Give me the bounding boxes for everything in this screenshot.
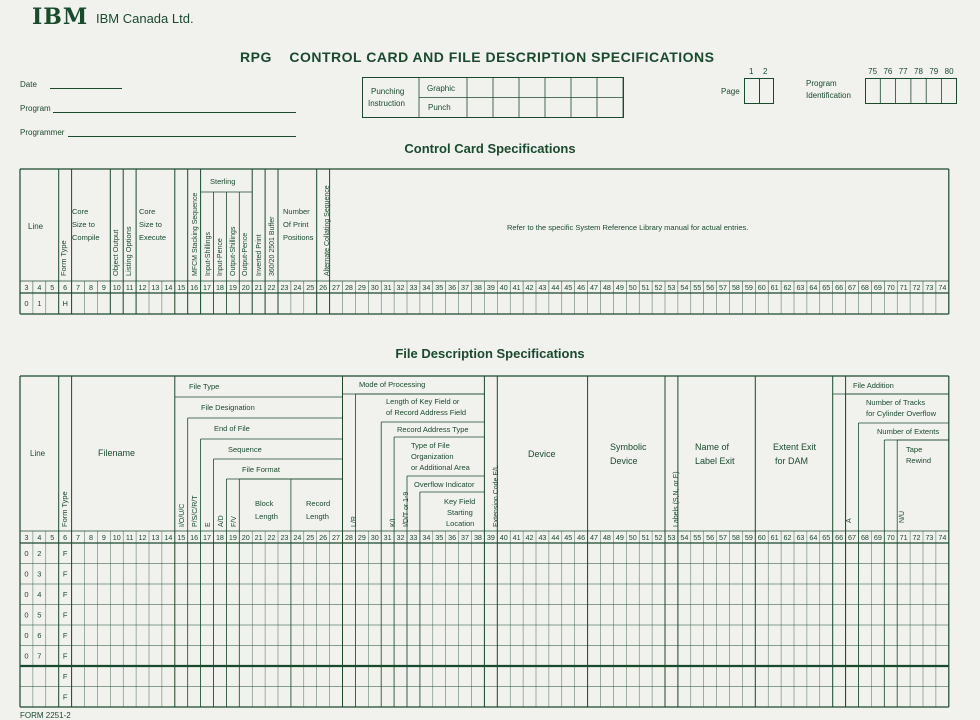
- fd-column-number: 32: [396, 533, 405, 542]
- cc-column-number: 41: [512, 283, 521, 292]
- fd-line-digit: 0: [24, 590, 29, 599]
- fd-file-addition: File Addition: [853, 381, 894, 390]
- cc-alt-collating: Alternate Collating Sequence: [324, 185, 331, 276]
- cc-column-number: 22: [267, 283, 276, 292]
- ibm-logo: IBM: [32, 4, 89, 30]
- fd-column-number: 44: [551, 533, 560, 542]
- fd-column-number: 53: [667, 533, 676, 542]
- page-label: Page: [721, 87, 740, 96]
- fd-form-type: F: [62, 692, 68, 702]
- fd-tape-rewind-2: Rewind: [906, 456, 932, 465]
- fd-idt-header: I/D/T or 1-9: [403, 491, 410, 527]
- program-id-label-1: Program: [806, 79, 837, 88]
- cc-column-number: 21: [254, 283, 263, 292]
- cc-column-number: 30: [370, 283, 379, 292]
- program-id-col-number: 80: [944, 67, 954, 76]
- fd-column-number: 49: [615, 533, 624, 542]
- fd-column-number: 52: [654, 533, 663, 542]
- cc-column-number: 69: [873, 283, 882, 292]
- cc-column-number: 71: [899, 283, 908, 292]
- fd-column-number: 6: [63, 533, 68, 542]
- fd-column-number: 50: [628, 533, 637, 542]
- company-name: IBM Canada Ltd.: [96, 11, 194, 26]
- punch-label: Punch: [428, 103, 451, 112]
- fd-column-number: 19: [228, 533, 237, 542]
- fd-line-digit: 0: [24, 569, 29, 579]
- cc-column-number: 59: [744, 283, 753, 292]
- program-id-col-number: 77: [898, 67, 908, 76]
- fd-column-number: 42: [525, 533, 534, 542]
- cc-column-number: 14: [164, 283, 173, 292]
- fd-block-length-2: Length: [255, 512, 278, 521]
- cc-column-number: 68: [860, 283, 869, 292]
- program-id-col-number: 76: [883, 67, 893, 76]
- fd-record-length-2: Length: [306, 512, 329, 521]
- fd-label-exit-2: Label Exit: [695, 456, 735, 466]
- fd-column-number: 37: [461, 533, 470, 542]
- page-col-2: 2: [763, 67, 768, 76]
- fd-labels-header: Labels (S,N, or E): [673, 471, 680, 527]
- cc-column-number: 19: [228, 283, 237, 292]
- fd-column-number: 20: [241, 533, 250, 542]
- fd-column-number: 16: [190, 533, 199, 542]
- cc-column-number: 13: [151, 283, 160, 292]
- fd-column-number: 33: [409, 533, 418, 542]
- graphic-label: Graphic: [427, 84, 456, 93]
- fd-column-number: 14: [164, 533, 173, 542]
- fd-line-digit: 0: [24, 651, 29, 661]
- cc-column-number: 51: [641, 283, 650, 292]
- fd-column-number: 60: [757, 533, 766, 542]
- cc-output-pence: Output-Pence: [242, 232, 249, 276]
- cc-column-number: 29: [357, 283, 366, 292]
- fd-type-file-org-3: or Additional Area: [411, 463, 470, 472]
- fd-end-of-file-header: End of File: [214, 424, 250, 433]
- cc-column-number: 15: [177, 283, 186, 292]
- cc-column-number: 33: [409, 283, 418, 292]
- fd-column-number: 8: [88, 533, 93, 542]
- punching-label: Punching: [371, 87, 405, 96]
- cc-core-compile-3: Compile: [72, 233, 100, 242]
- fd-column-number: 35: [435, 533, 444, 542]
- fd-e-header: E: [205, 522, 212, 527]
- cc-column-number: 37: [461, 283, 470, 292]
- cc-column-number: 72: [912, 283, 921, 292]
- fd-column-number: 69: [873, 533, 882, 542]
- cc-column-number: 67: [848, 283, 857, 292]
- cc-refer-note: Refer to the specific System Reference Library manual for actual entries.: [507, 223, 749, 232]
- cc-column-number: 28: [344, 283, 353, 292]
- cc-column-number: 58: [731, 283, 740, 292]
- fd-column-number: 7: [76, 533, 81, 542]
- fd-extent-exit-2: for DAM: [775, 456, 809, 466]
- fd-column-number: 47: [590, 533, 599, 542]
- fd-column-number: 29: [357, 533, 366, 542]
- cc-column-number: 9: [101, 283, 106, 292]
- cc-column-number: 16: [190, 283, 199, 292]
- cc-column-number: 10: [112, 283, 121, 292]
- cc-column-number: 40: [499, 283, 508, 292]
- fd-column-number: 24: [293, 533, 302, 542]
- fd-column-number: 13: [151, 533, 160, 542]
- cc-column-number: 17: [203, 283, 212, 292]
- fd-column-number: 71: [899, 533, 908, 542]
- cc-column-number: 8: [88, 283, 93, 292]
- fd-column-number: 3: [24, 533, 29, 542]
- fd-key-length-2: of Record Address Field: [386, 408, 467, 417]
- fd-column-number: 67: [848, 533, 857, 542]
- cc-column-number: 7: [76, 283, 81, 292]
- fd-num-tracks-1: Number of Tracks: [866, 398, 926, 407]
- fd-column-number: 61: [770, 533, 779, 542]
- cc-column-number: 39: [486, 283, 495, 292]
- cc-2501-buffer: 360/20 2501 Buffer: [269, 216, 276, 276]
- fd-file-format-header: File Format: [242, 465, 280, 474]
- cc-column-number: 12: [138, 283, 147, 292]
- fd-lr-header: L/R: [351, 516, 358, 527]
- fd-nu-header: N/U: [899, 510, 906, 523]
- fd-line-header: Line: [30, 449, 46, 458]
- fd-file-type-header: File Type: [189, 382, 220, 391]
- fd-symbolic-device-1: Symbolic: [610, 442, 647, 452]
- cc-column-number: 62: [783, 283, 792, 292]
- cc-object-output-header: Object Output: [111, 229, 120, 276]
- cc-column-number: 27: [332, 283, 341, 292]
- fd-block-length-1: Block: [255, 499, 274, 508]
- cc-column-number: 65: [822, 283, 831, 292]
- fd-column-number: 68: [860, 533, 869, 542]
- page-title: RPG CONTROL CARD AND FILE DESCRIPTION SPECIFICATIONS: [240, 49, 715, 65]
- fd-column-number: 22: [267, 533, 276, 542]
- cc-column-number: 26: [319, 283, 328, 292]
- programmer-label: Programmer: [20, 128, 65, 137]
- cc-core-compile-1: Core: [72, 207, 89, 216]
- fd-line-digit: 0: [24, 610, 29, 620]
- cc-column-number: 38: [473, 283, 482, 292]
- cc-column-number: 61: [770, 283, 779, 292]
- cc-column-number: 18: [215, 283, 224, 292]
- cc-column-number: 25: [306, 283, 315, 292]
- fd-column-number: 31: [383, 533, 392, 542]
- cc-core-execute-3: Execute: [139, 233, 167, 242]
- fd-column-number: 41: [512, 533, 521, 542]
- form-number: FORM 2251-2: [20, 711, 71, 720]
- cc-column-number: 42: [525, 283, 534, 292]
- cc-column-number: 32: [396, 283, 405, 292]
- fd-label-exit-1: Name of: [695, 442, 730, 452]
- fd-line-digit: 0: [24, 549, 29, 558]
- fd-line-digit: 7: [37, 651, 42, 661]
- cc-column-number: 55: [693, 283, 702, 292]
- cc-column-number: 49: [615, 283, 624, 292]
- cc-line-digit: 0: [24, 299, 29, 308]
- cc-column-number: 5: [50, 283, 55, 292]
- fd-a-header: A: [846, 518, 853, 523]
- fd-io-header: I/O/U/C: [179, 503, 186, 527]
- cc-column-number: 45: [564, 283, 573, 292]
- page-col-1: 1: [749, 67, 754, 76]
- fd-tape-rewind-1: Tape: [906, 445, 923, 454]
- fd-column-number: 26: [319, 533, 328, 542]
- fd-column-number: 70: [886, 533, 895, 542]
- fd-extent-exit-1: Extent Exit: [773, 442, 817, 452]
- cc-column-number: 4: [37, 283, 42, 292]
- cc-column-number: 23: [280, 283, 289, 292]
- cc-column-number: 66: [835, 283, 844, 292]
- cc-listing-options-header: Listing Options: [124, 226, 133, 276]
- fd-filename-header: Filename: [98, 448, 136, 458]
- fd-psc-header: P/S/C/R/T: [192, 495, 199, 527]
- cc-column-number: 50: [628, 283, 637, 292]
- fd-column-number: 21: [254, 533, 263, 542]
- cc-core-execute-1: Core: [139, 207, 156, 216]
- fd-column-number: 43: [538, 533, 547, 542]
- fd-key-field-3: Location: [446, 519, 475, 528]
- fd-record-length-1: Record: [306, 499, 331, 508]
- fd-column-number: 10: [112, 533, 121, 542]
- fd-column-number: 28: [344, 533, 353, 542]
- cc-column-number: 70: [886, 283, 895, 292]
- program-id-label-2: Identification: [806, 91, 851, 100]
- fd-num-extents: Number of Extents: [877, 427, 940, 436]
- fd-column-number: 57: [719, 533, 728, 542]
- cc-sterling-header: Sterling: [210, 177, 236, 186]
- fd-form-type: F: [62, 549, 68, 558]
- program-id-col-number: 79: [929, 67, 939, 76]
- fd-column-number: 46: [577, 533, 586, 542]
- fd-form-type: F: [62, 590, 68, 599]
- cc-column-number: 53: [667, 283, 676, 292]
- fd-column-number: 39: [486, 533, 495, 542]
- fd-column-number: 34: [422, 533, 431, 542]
- fd-column-number: 4: [37, 533, 42, 542]
- fd-column-number: 12: [138, 533, 147, 542]
- fd-device-header: Device: [528, 449, 556, 459]
- fd-column-number: 18: [215, 533, 224, 542]
- fd-line-digit: 5: [37, 610, 42, 620]
- cc-print-pos-3: Positions: [283, 233, 314, 242]
- cc-column-number: 46: [577, 283, 586, 292]
- fd-form-type: F: [62, 672, 68, 681]
- cc-input-pence: Input-Pence: [217, 238, 224, 276]
- file-description-title: File Description Specifications: [395, 346, 585, 361]
- fd-type-file-org-1: Type of File: [411, 441, 450, 450]
- fd-column-number: 73: [925, 533, 934, 542]
- cc-form-type: H: [62, 299, 68, 308]
- cc-line-header: Line: [28, 222, 44, 231]
- cc-column-number: 64: [809, 283, 818, 292]
- date-label: Date: [20, 80, 37, 89]
- cc-core-execute-2: Size to: [139, 220, 162, 229]
- fd-form-type: F: [62, 569, 68, 579]
- cc-column-number: 43: [538, 283, 547, 292]
- fd-extension-code: Extension Code E/L: [493, 465, 500, 527]
- cc-column-number: 6: [63, 283, 68, 292]
- cc-column-number: 24: [293, 283, 302, 292]
- fd-column-number: 62: [783, 533, 792, 542]
- cc-line-digit: 1: [37, 299, 42, 308]
- cc-column-number: 44: [551, 283, 560, 292]
- cc-column-number: 57: [719, 283, 728, 292]
- fd-column-number: 74: [938, 533, 947, 542]
- fd-column-number: 40: [499, 533, 508, 542]
- fd-column-number: 17: [203, 533, 212, 542]
- program-label: Program: [20, 104, 51, 113]
- fd-form-type: F: [62, 610, 68, 620]
- fd-column-number: 5: [50, 533, 55, 542]
- fd-key-field-1: Key Field: [444, 497, 476, 506]
- fd-form-type: F: [62, 651, 68, 661]
- fd-column-number: 56: [706, 533, 715, 542]
- fd-column-number: 25: [306, 533, 315, 542]
- fd-column-number: 15: [177, 533, 186, 542]
- cc-column-number: 73: [925, 283, 934, 292]
- fd-file-designation-header: File Designation: [201, 403, 255, 412]
- cc-input-shillings: Input-Shillings: [205, 232, 212, 276]
- cc-column-number: 31: [383, 283, 392, 292]
- fd-column-number: 65: [822, 533, 831, 542]
- fd-column-number: 64: [809, 533, 818, 542]
- fd-line-digit: 3: [37, 569, 42, 579]
- fd-ad-header: A/D: [218, 515, 225, 527]
- control-card-title: Control Card Specifications: [404, 141, 576, 156]
- cc-column-number: 56: [706, 283, 715, 292]
- cc-column-number: 34: [422, 283, 431, 292]
- cc-column-number: 3: [24, 283, 29, 292]
- fd-line-digit: 2: [37, 549, 42, 558]
- fd-mode-processing-header: Mode of Processing: [359, 380, 426, 389]
- fd-fv-header: F/V: [231, 516, 238, 527]
- fd-line-digit: 6: [37, 631, 42, 640]
- cc-column-number: 47: [590, 283, 599, 292]
- fd-column-number: 38: [473, 533, 482, 542]
- fd-column-number: 27: [332, 533, 341, 542]
- cc-mfcm-header: MFCM Stacking Sequence: [192, 192, 199, 276]
- fd-line-digit: 4: [37, 590, 42, 599]
- fd-column-number: 58: [731, 533, 740, 542]
- fd-form-type-header: Form Type: [60, 491, 69, 527]
- fd-column-number: 23: [280, 533, 289, 542]
- cc-column-number: 74: [938, 283, 947, 292]
- fd-symbolic-device-2: Device: [610, 456, 638, 466]
- cc-print-pos-2: Of Print: [283, 220, 309, 229]
- fd-column-number: 36: [448, 533, 457, 542]
- fd-key-length-1: Length of Key Field or: [386, 397, 460, 406]
- fd-type-file-org-2: Organization: [411, 452, 454, 461]
- fd-record-address-type: Record Address Type: [397, 425, 469, 434]
- fd-key-field-2: Starting: [447, 508, 473, 517]
- cc-column-number: 54: [680, 283, 689, 292]
- cc-column-number: 35: [435, 283, 444, 292]
- fd-column-number: 30: [370, 533, 379, 542]
- cc-column-number: 60: [757, 283, 766, 292]
- fd-column-number: 54: [680, 533, 689, 542]
- fd-column-number: 66: [835, 533, 844, 542]
- fd-overflow-indicator: Overflow Indicator: [414, 480, 475, 489]
- cc-core-compile-2: Size to: [72, 220, 95, 229]
- cc-print-pos-1: Number: [283, 207, 310, 216]
- cc-column-number: 52: [654, 283, 663, 292]
- program-id-col-number: 75: [868, 67, 878, 76]
- fd-sequence-header: Sequence: [228, 445, 262, 454]
- fd-column-number: 45: [564, 533, 573, 542]
- cc-column-number: 20: [241, 283, 250, 292]
- cc-form-type-header: Form Type: [59, 240, 68, 276]
- cc-column-number: 11: [125, 283, 134, 292]
- program-id-col-number: 78: [914, 67, 923, 76]
- fd-column-number: 55: [693, 533, 702, 542]
- fd-column-number: 63: [796, 533, 805, 542]
- fd-column-number: 51: [641, 533, 650, 542]
- grid-lines: [20, 77, 949, 707]
- fd-column-number: 48: [602, 533, 611, 542]
- cc-column-number: 36: [448, 283, 457, 292]
- fd-line-digit: 0: [24, 631, 29, 640]
- column-numbers: [24, 67, 954, 542]
- cc-column-number: 48: [602, 283, 611, 292]
- fd-ki-header: K/I: [390, 518, 397, 527]
- fd-column-number: 9: [101, 533, 106, 542]
- instruction-label: Instruction: [368, 99, 405, 108]
- fd-column-number: 11: [125, 533, 134, 542]
- fd-column-number: 72: [912, 533, 921, 542]
- fd-num-tracks-2: for Cylinder Overflow: [866, 409, 937, 418]
- fd-form-type: F: [62, 631, 68, 640]
- cc-inverted-print: Inverted Print: [256, 234, 263, 276]
- cc-column-number: 63: [796, 283, 805, 292]
- cc-output-shillings: Output-Shillings: [230, 226, 237, 276]
- fd-column-number: 59: [744, 533, 753, 542]
